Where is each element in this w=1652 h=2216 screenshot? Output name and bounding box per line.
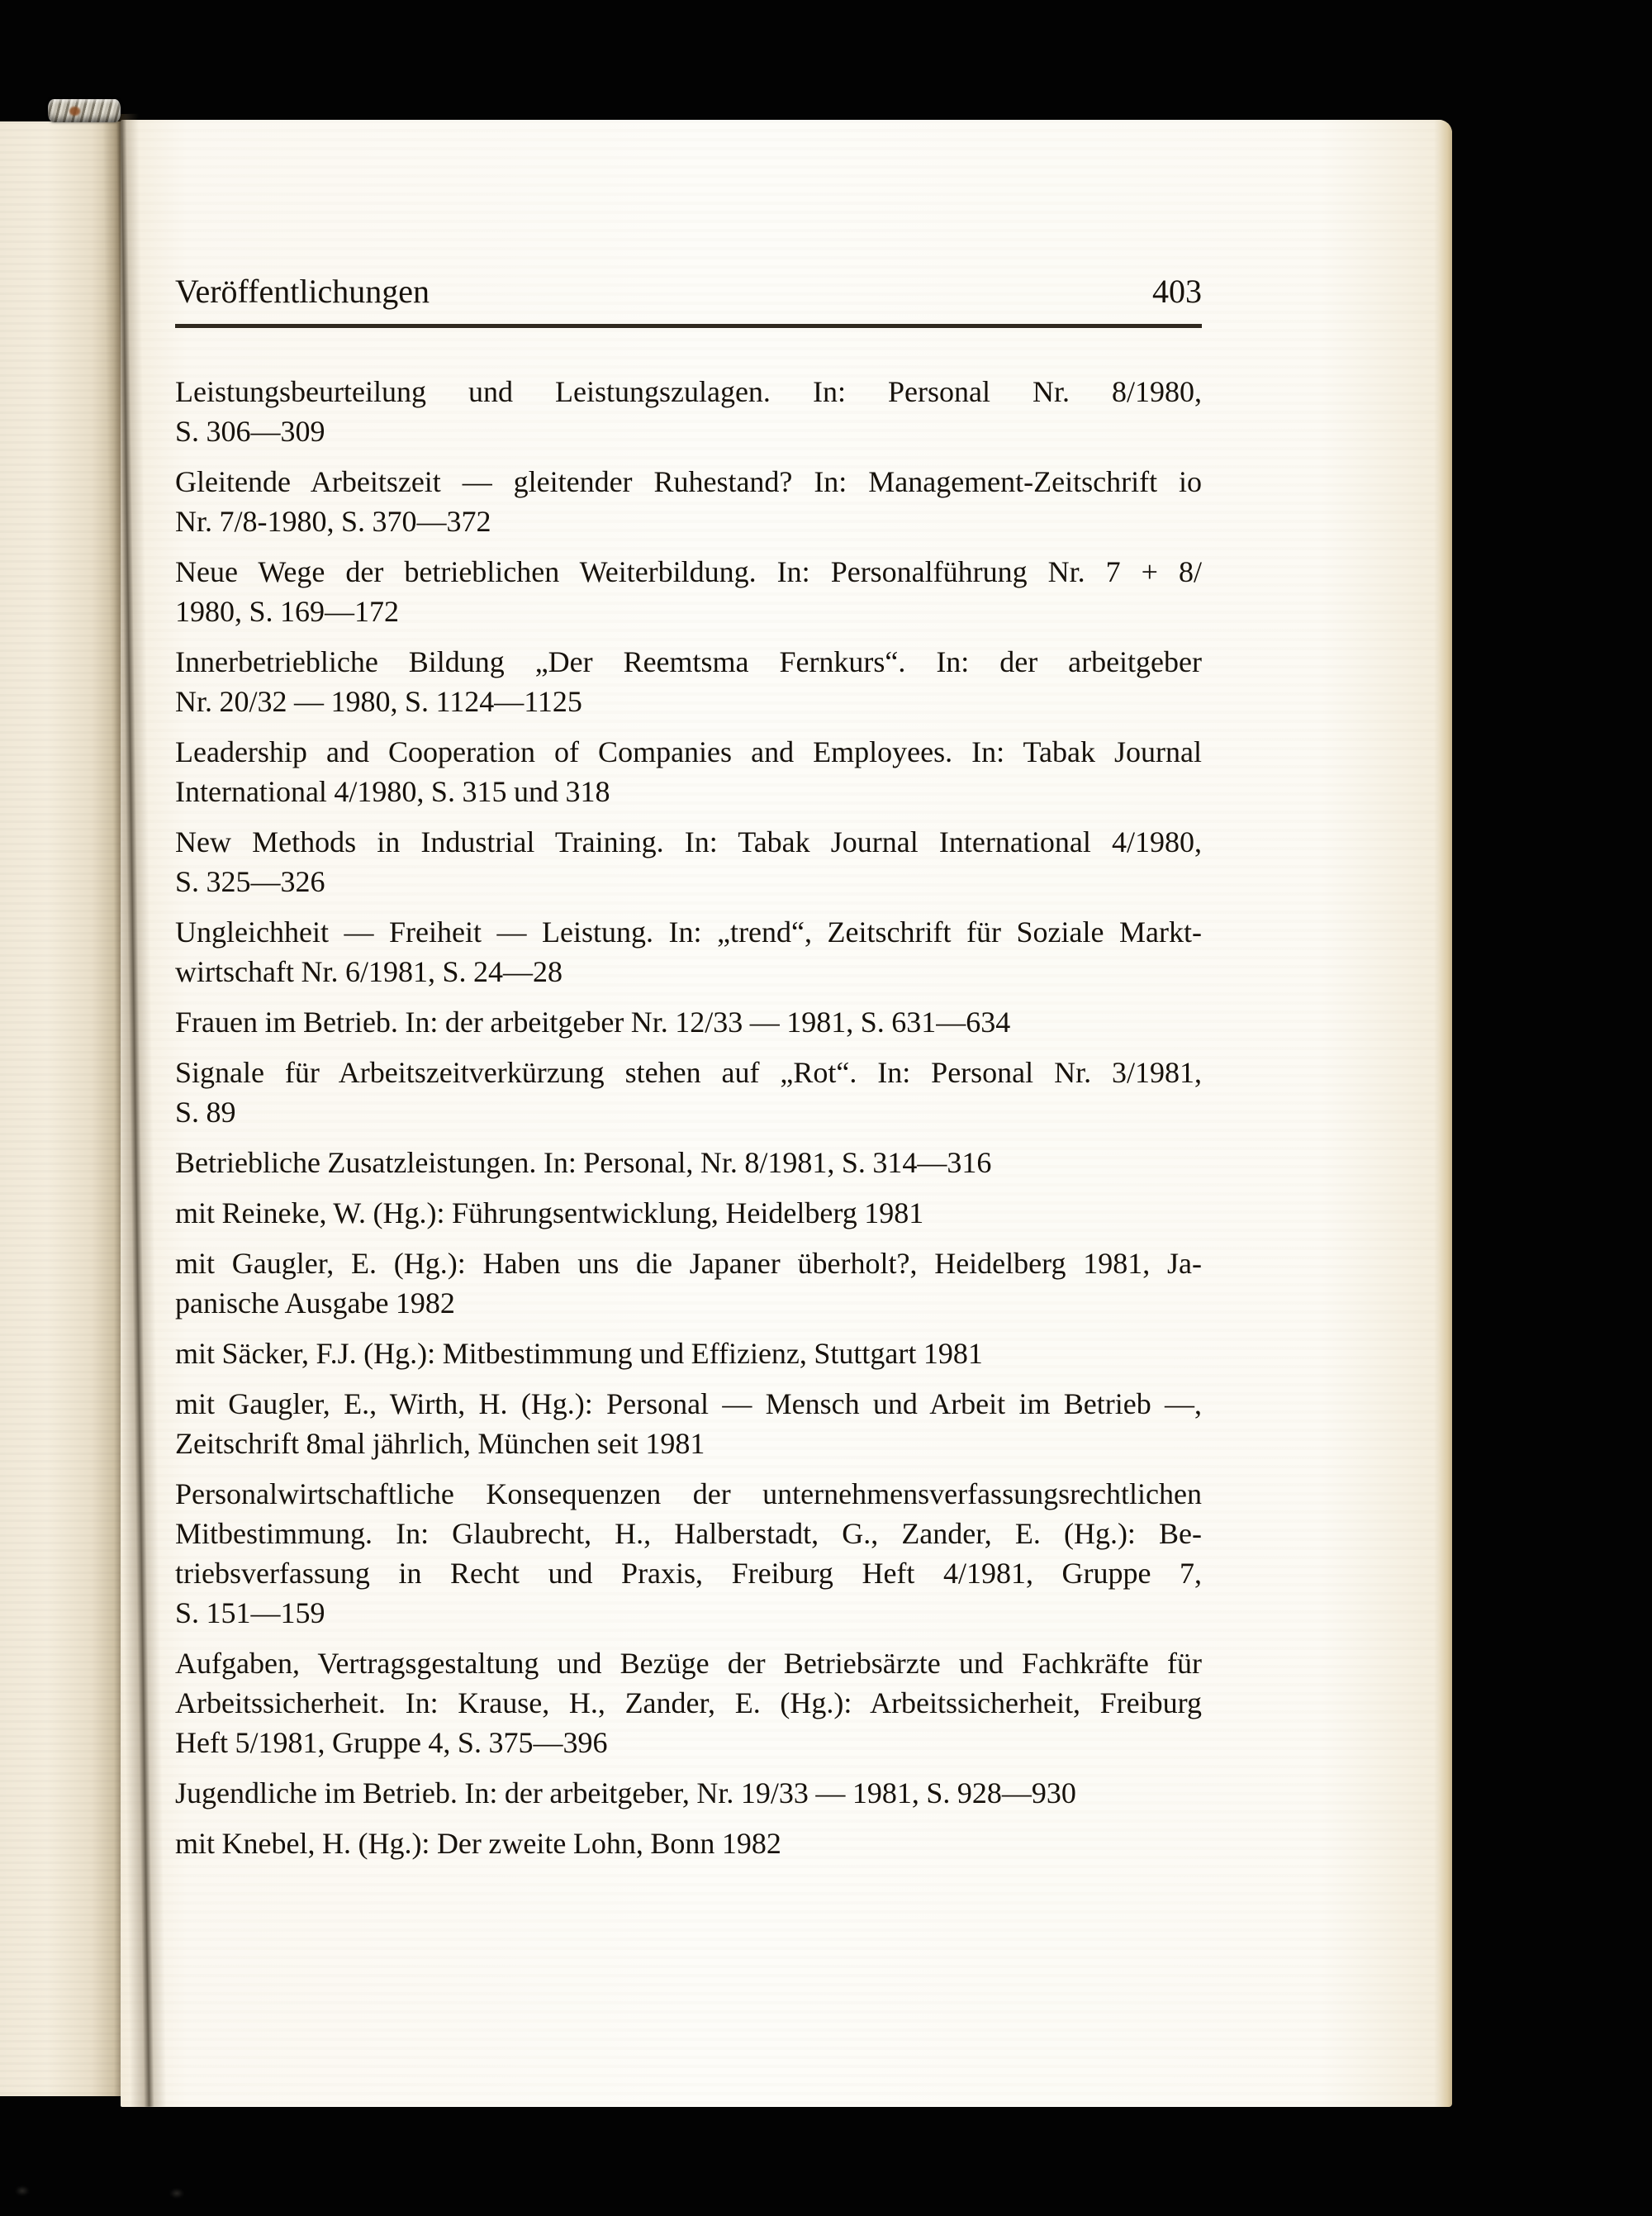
entry-line: Leistungsbeurteilung und Leistungszulagen. In: Personal Nr. 8/1980, bbox=[175, 375, 1202, 408]
entry-line: Neue Wege der betrieblichen Weiterbildung. In: Personalführung Nr. 7 + 8/ bbox=[175, 555, 1202, 588]
entry-line: Betriebliche Zusatzleistungen. In: Personal, Nr. 8/1981, S. 314—316 bbox=[175, 1146, 992, 1179]
facing-page-edge bbox=[0, 121, 124, 2096]
entry-line: 1980, S. 169—172 bbox=[175, 595, 400, 628]
entry bbox=[175, 1334, 1202, 1373]
page-header bbox=[175, 273, 1202, 311]
entry-line: Gleitende Arbeitszeit — gleitender Ruhestand? In: Management-Zeitschrift io bbox=[175, 465, 1202, 498]
page-fore-edge bbox=[1434, 120, 1452, 2107]
entry-line: Innerbetriebliche Bildung „Der Reemtsma Fernkurs“. In: der arbeitgeber bbox=[175, 645, 1202, 678]
entry-line: New Methods in Industrial Training. In: Tabak Journal International 4/1980, bbox=[175, 825, 1202, 858]
entry-line: Aufgaben, Vertragsgestaltung und Bezüge der Betriebsärzte und Fachkräfte für bbox=[175, 1647, 1202, 1680]
entry-line: International 4/1980, S. 315 und 318 bbox=[175, 775, 610, 808]
entry-line: S. 325—326 bbox=[175, 865, 325, 898]
entry bbox=[175, 552, 1202, 631]
entry bbox=[175, 372, 1202, 451]
entry bbox=[175, 912, 1202, 991]
entry-line: panische Ausgabe 1982 bbox=[175, 1286, 455, 1320]
entry-line: Heft 5/1981, Gruppe 4, S. 375—396 bbox=[175, 1726, 608, 1759]
entry-line: Zeitschrift 8mal jährlich, München seit 1981 bbox=[175, 1427, 705, 1460]
entry-line: mit Knebel, H. (Hg.): Der zweite Lohn, Bonn 1982 bbox=[175, 1827, 781, 1860]
entry-line: mit Reineke, W. (Hg.): Führungsentwicklung, Heidelberg 1981 bbox=[175, 1196, 924, 1229]
running-header-title: Veröffentlichungen bbox=[175, 273, 430, 310]
entry-line: Ungleichheit — Freiheit — Leistung. In: „trend“, Zeitschrift für Soziale Markt- bbox=[175, 915, 1202, 949]
book-page bbox=[121, 120, 1452, 2107]
entry bbox=[175, 1143, 1202, 1182]
binding-clamp bbox=[48, 99, 121, 122]
entry bbox=[175, 1053, 1202, 1132]
entry-line: S. 306—309 bbox=[175, 415, 325, 448]
entry bbox=[175, 1002, 1202, 1042]
entry bbox=[175, 1773, 1202, 1813]
entry-line: triebsverfassung in Recht und Praxis, Freiburg Heft 4/1981, Gruppe 7, bbox=[175, 1557, 1202, 1590]
entry bbox=[175, 1474, 1202, 1633]
entry bbox=[175, 822, 1202, 901]
page-number: 403 bbox=[1152, 273, 1202, 310]
entry-line: S. 89 bbox=[175, 1096, 236, 1129]
entry bbox=[175, 642, 1202, 721]
entry-line: Arbeitssicherheit. In: Krause, H., Zander, E. (Hg.): Arbeitssicherheit, Freiburg bbox=[175, 1686, 1202, 1719]
entry-line: Leadership and Cooperation of Companies and Employees. In: Tabak Journal bbox=[175, 735, 1202, 768]
entry-line: mit Gaugler, E. (Hg.): Haben uns die Japaner überholt?, Heidelberg 1981, Ja- bbox=[175, 1247, 1202, 1280]
entry-line: wirtschaft Nr. 6/1981, S. 24—28 bbox=[175, 955, 563, 988]
entry-line: Nr. 20/32 — 1980, S. 1124—1125 bbox=[175, 685, 582, 718]
entry bbox=[175, 1643, 1202, 1762]
entry-line: Mitbestimmung. In: Glaubrecht, H., Halberstadt, G., Zander, E. (Hg.): Be- bbox=[175, 1517, 1202, 1550]
entry bbox=[175, 462, 1202, 541]
entry-line: mit Gaugler, E., Wirth, H. (Hg.): Personal — Mensch und Arbeit im Betrieb —, bbox=[175, 1387, 1202, 1420]
scan-artifact bbox=[169, 2188, 184, 2199]
entry-line: Frauen im Betrieb. In: der arbeitgeber Nr. 12/33 — 1981, S. 631—634 bbox=[175, 1006, 1011, 1039]
entry bbox=[175, 1244, 1202, 1323]
entry-line: Nr. 7/8-1980, S. 370—372 bbox=[175, 505, 491, 538]
entry bbox=[175, 732, 1202, 811]
entry-line: S. 151—159 bbox=[175, 1596, 325, 1629]
entry bbox=[175, 1384, 1202, 1463]
entry-line: Signale für Arbeitszeitverkürzung stehen auf „Rot“. In: Personal Nr. 3/1981, bbox=[175, 1056, 1202, 1089]
entry-line: Personalwirtschaftliche Konsequenzen der unternehmensverfassungsrechtlichen bbox=[175, 1477, 1202, 1510]
scan-artifact bbox=[15, 2185, 30, 2196]
entries bbox=[175, 372, 1202, 1874]
entry bbox=[175, 1193, 1202, 1233]
header-rule bbox=[175, 324, 1202, 328]
entry bbox=[175, 1824, 1202, 1863]
entry-line: Jugendliche im Betrieb. In: der arbeitgeber, Nr. 19/33 — 1981, S. 928—930 bbox=[175, 1776, 1076, 1809]
entry-line: mit Säcker, F.J. (Hg.): Mitbestimmung und Effizienz, Stuttgart 1981 bbox=[175, 1337, 983, 1370]
